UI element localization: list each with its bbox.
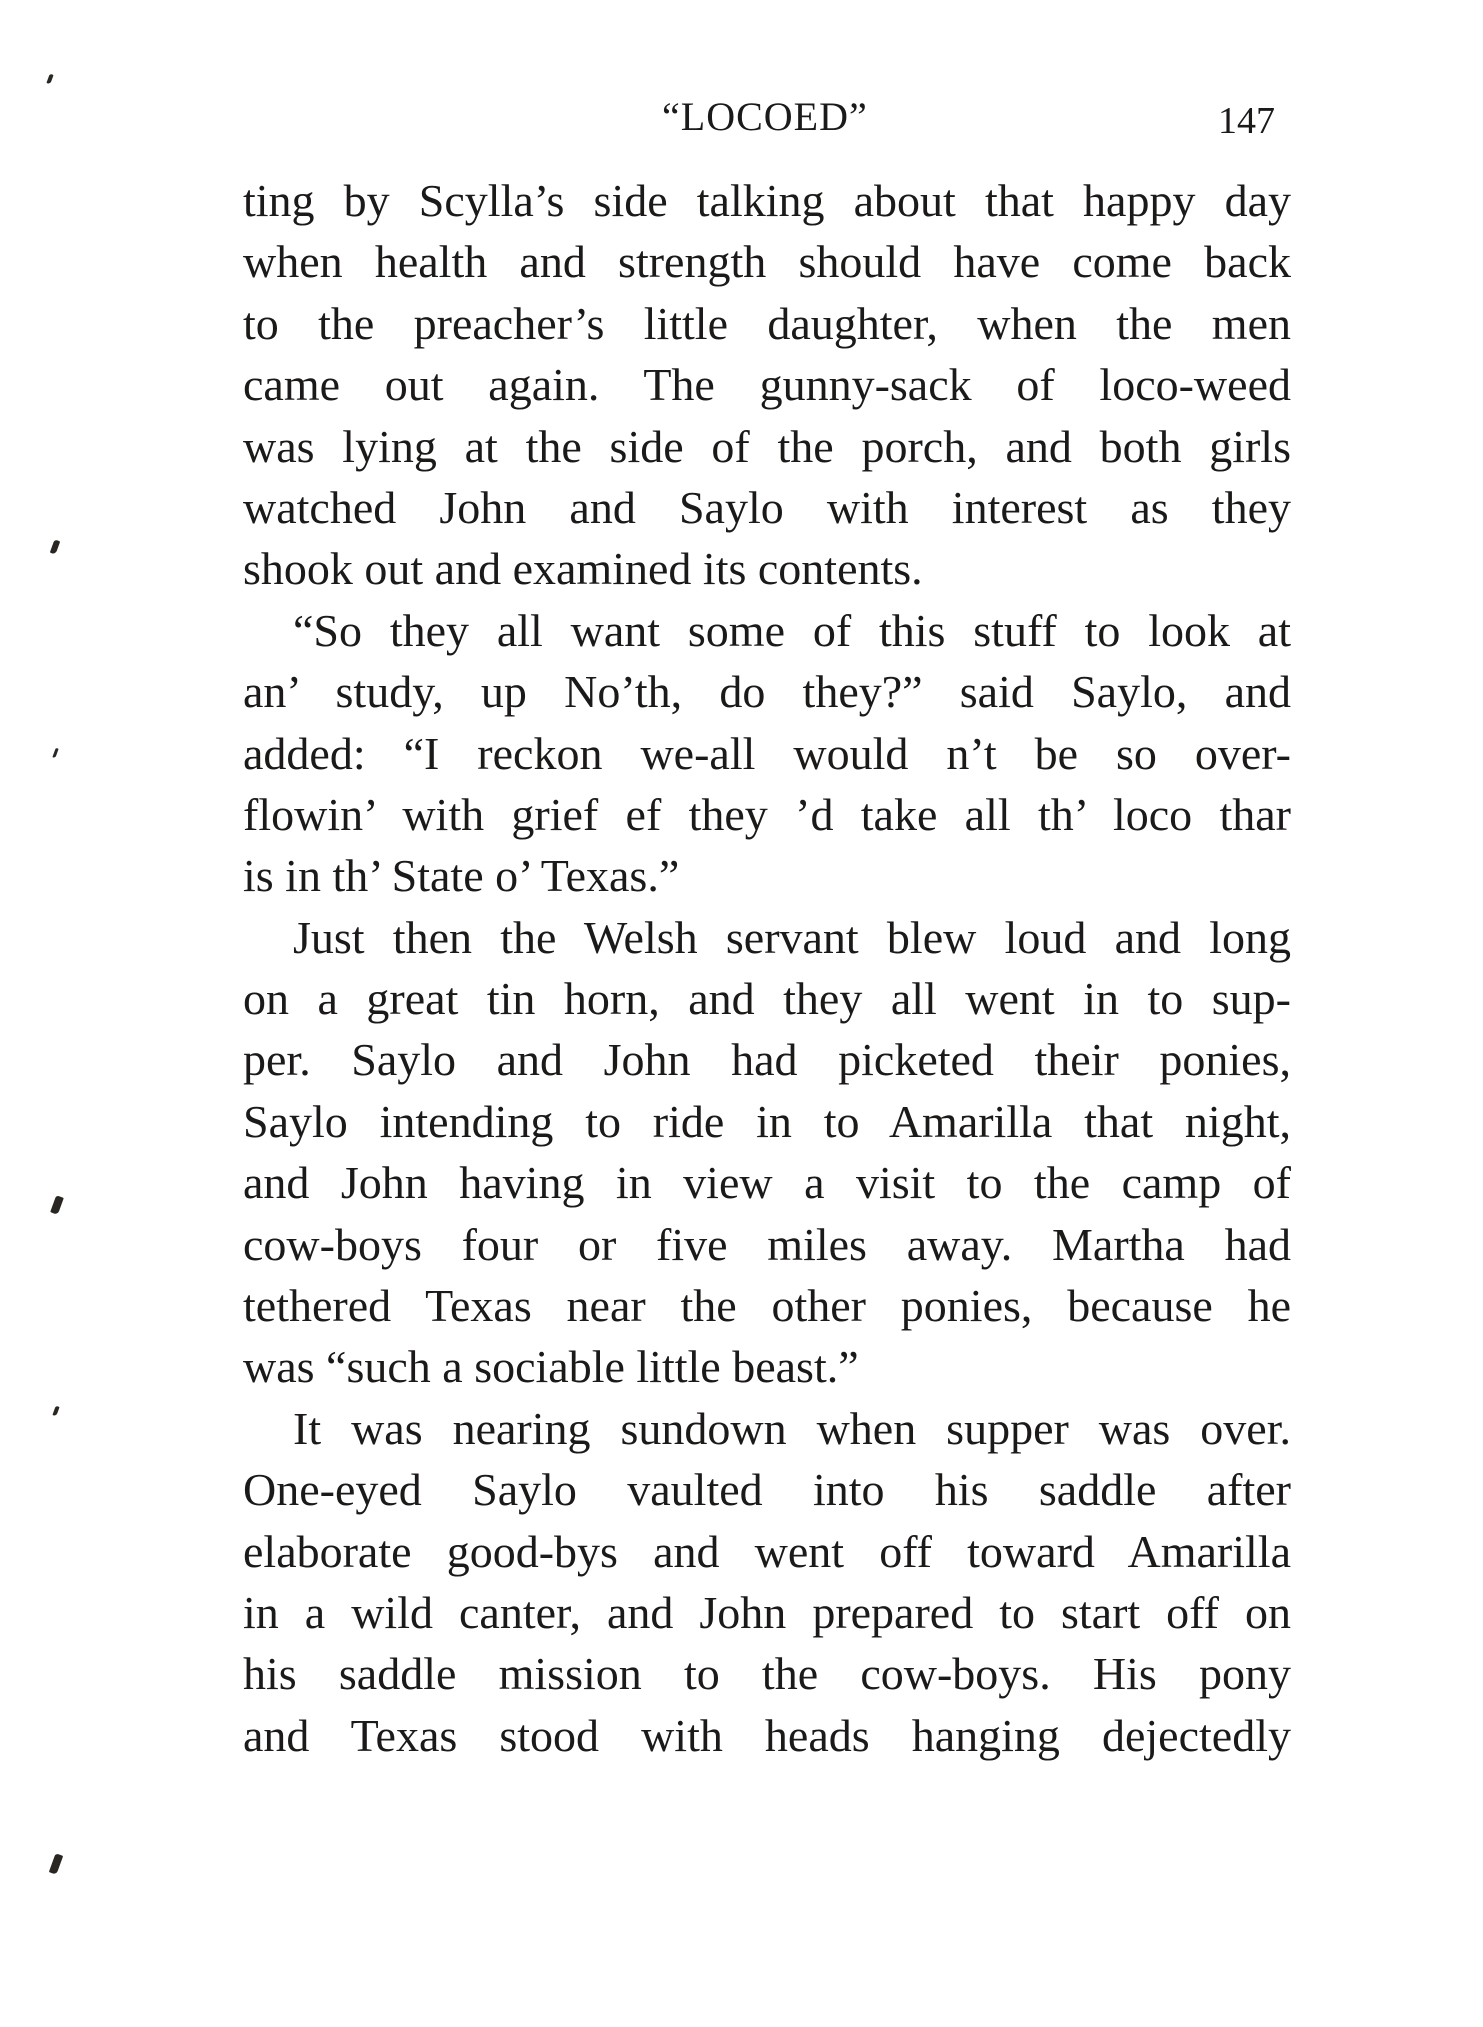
text-line: an’ study, up No’th, do they?” said Saylo, and bbox=[243, 666, 1291, 718]
text-line: tethered Texas near the other ponies, because he bbox=[243, 1280, 1291, 1332]
text-line: added: “I reckon we-all would n’t be so over- bbox=[243, 727, 1291, 779]
text-line: shook out and examined its contents. bbox=[243, 543, 923, 595]
text-line: ting by Scylla’s side talking about that happy day bbox=[243, 175, 1291, 226]
text-line: to the preacher’s little daughter, when the men bbox=[243, 297, 1291, 349]
text-line: in a wild canter, and John prepared to start off on bbox=[243, 1586, 1291, 1638]
paragraph-4 bbox=[243, 1398, 1291, 1766]
text-line: per. Saylo and John had picketed their ponies, bbox=[243, 1034, 1291, 1086]
body-text bbox=[243, 170, 1291, 1766]
text-line: flowin’ with grief ef they ’d take all th’ loco thar bbox=[243, 788, 1291, 840]
text-line: and Texas stood with heads hanging dejectedly bbox=[243, 1709, 1291, 1761]
text-line: One-eyed Saylo vaulted into his saddle after bbox=[243, 1464, 1291, 1516]
running-head bbox=[0, 92, 1483, 152]
text-line: elaborate good-bys and went off toward Amarilla bbox=[243, 1525, 1291, 1577]
text-line: when health and strength should have come back bbox=[243, 236, 1291, 288]
ink-speck bbox=[52, 1406, 59, 1417]
paragraph-3 bbox=[243, 907, 1291, 1398]
paragraph-1 bbox=[243, 170, 1291, 600]
text-line: and John having in view a visit to the camp of bbox=[243, 1157, 1291, 1209]
ink-speck bbox=[52, 748, 58, 758]
text-line: Just then the Welsh servant blew loud and long bbox=[293, 911, 1291, 963]
text-line: was lying at the side of the porch, and both girls bbox=[243, 420, 1291, 472]
text-line: “So they all want some of this stuff to look at bbox=[293, 604, 1291, 656]
running-title: “LOCOED” bbox=[662, 94, 868, 139]
ink-speck bbox=[50, 1195, 64, 1215]
text-line: was “such a sociable little beast.” bbox=[243, 1341, 859, 1393]
text-line: on a great tin horn, and they all went in to sup- bbox=[243, 973, 1291, 1025]
text-line: watched John and Saylo with interest as they bbox=[243, 481, 1291, 533]
ink-speck bbox=[50, 539, 60, 554]
text-line: It was nearing sundown when supper was over. bbox=[293, 1402, 1291, 1454]
text-line: Saylo intending to ride in to Amarilla that night, bbox=[243, 1095, 1291, 1147]
text-line: his saddle mission to the cow-boys. His pony bbox=[243, 1648, 1291, 1700]
text-line: came out again. The gunny-sack of loco-weed bbox=[243, 359, 1291, 411]
text-line: is in th’ State o’ Texas.” bbox=[243, 850, 680, 902]
text-line: cow-boys four or five miles away. Martha had bbox=[243, 1218, 1291, 1270]
ink-speck bbox=[46, 74, 53, 85]
page-number: 147 bbox=[1218, 100, 1275, 142]
ink-speck bbox=[49, 1853, 63, 1875]
paragraph-2 bbox=[243, 600, 1291, 907]
